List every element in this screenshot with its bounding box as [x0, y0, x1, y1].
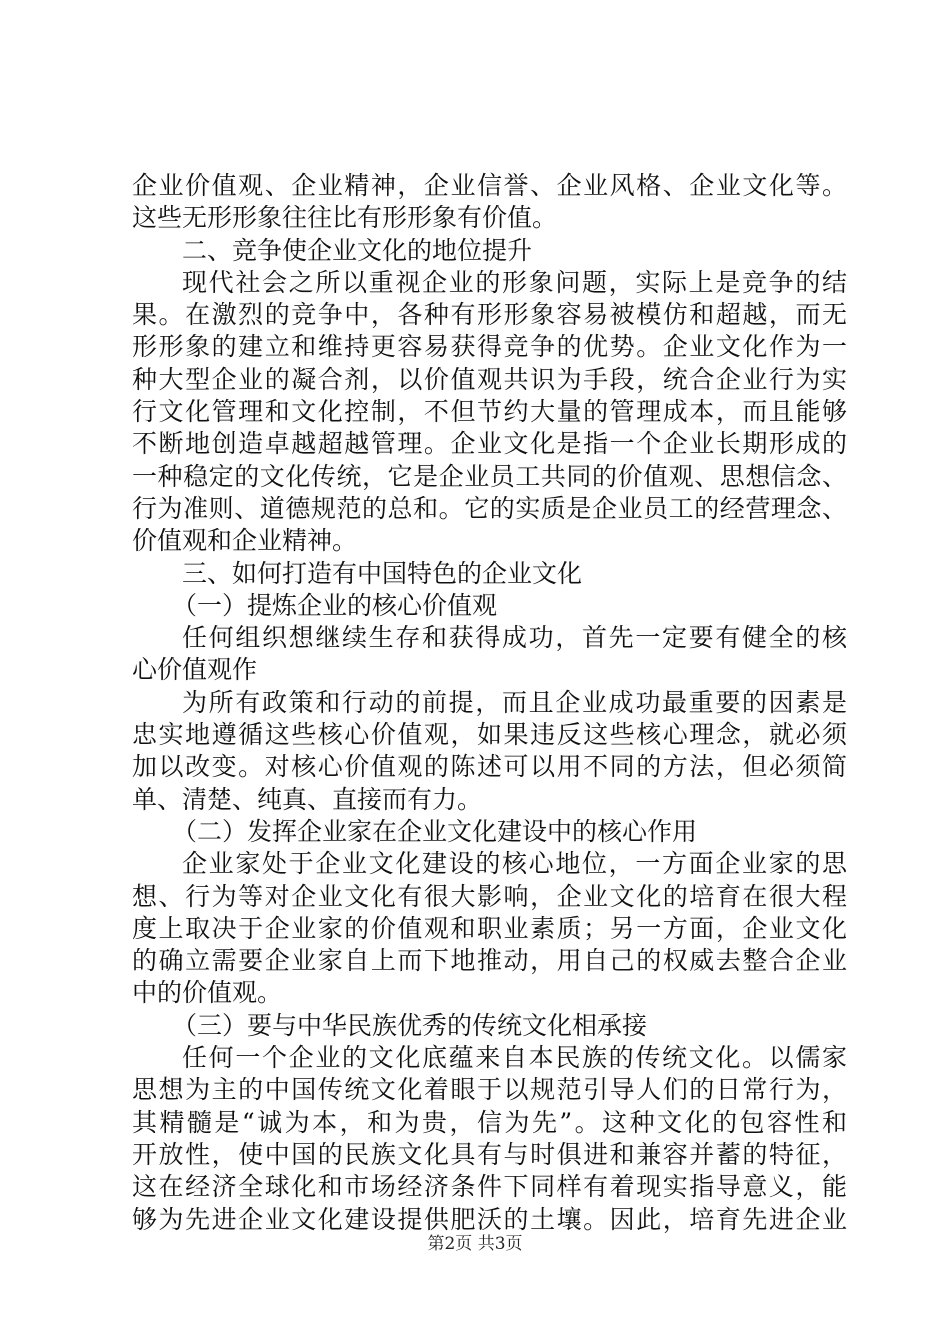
- text-line: （二）发挥企业家在企业文化建设中的核心作用: [172, 816, 698, 846]
- text-line: 开放性，使中国的民族文化具有与时俱进和兼容并蓄的特征，: [132, 1139, 847, 1169]
- text-line: 任何一个企业的文化底蕴来自本民族的传统文化。以儒家: [182, 1043, 847, 1073]
- text-line: 单、清楚、纯真、直接而有力。: [132, 784, 483, 814]
- text-line: 这在经济全球化和市场经济条件下同样有着现实指导意义，能: [132, 1172, 847, 1202]
- text-line: 心价值观作: [132, 655, 258, 685]
- text-line: 加以改变。对核心价值观的陈述可以用不同的方法，但必须简: [132, 752, 847, 782]
- text-line: 行为准则、道德规范的总和。它的实质是企业员工的经营理念、: [132, 493, 847, 523]
- text-line: 形形象的建立和维持更容易获得竞争的优势。企业文化作为一: [132, 332, 847, 362]
- text-line: 果。在激烈的竞争中，各种有形形象容易被模仿和超越，而无: [132, 300, 847, 330]
- text-line: 行文化管理和文化控制，不但节约大量的管理成本，而且能够: [132, 397, 847, 427]
- text-line: 中的价值观。: [132, 978, 283, 1008]
- page-footer: 第2页 共3页: [427, 1234, 523, 1254]
- text-line: 种大型企业的凝合剂，以价值观共识为手段，统合企业行为实: [132, 364, 847, 394]
- text-line: 想、行为等对企业文化有很大影响，企业文化的培育在很大程: [132, 881, 847, 911]
- text-line: 现代社会之所以重视企业的形象问题，实际上是竞争的结: [182, 267, 847, 297]
- text-line: 忠实地遵循这些核心价值观，如果违反这些核心理念，就必须: [132, 720, 847, 750]
- text-line: 为所有政策和行动的前提，而且企业成功最重要的因素是: [182, 687, 847, 717]
- text-line: 思想为主的中国传统文化着眼于以规范引导人们的日常行为，: [132, 1075, 847, 1105]
- text-line: 不断地创造卓越超越管理。企业文化是指一个企业长期形成的: [132, 429, 847, 459]
- text-line: 企业价值观、企业精神，企业信誉、企业风格、企业文化等。: [132, 171, 847, 200]
- text-line: 任何组织想继续生存和获得成功，首先一定要有健全的核: [182, 623, 847, 653]
- text-line: 二、竞争使企业文化的地位提升: [182, 235, 533, 265]
- text-line: 三、如何打造有中国特色的企业文化: [182, 558, 583, 588]
- text-line: 这些无形形象往往比有形形象有价值。: [132, 203, 558, 233]
- text-line: 价值观和企业精神。: [132, 526, 358, 556]
- text-line: 够为先进企业文化建设提供肥沃的土壤。因此，培育先进企业: [132, 1204, 847, 1234]
- document-body: [132, 170, 847, 1236]
- text-line: （一）提炼企业的核心价值观: [172, 590, 498, 620]
- text-line: 一种稳定的文化传统，它是企业员工共同的价值观、思想信念、: [132, 461, 847, 491]
- text-line: 的确立需要企业家自上而下地推动，用自己的权威去整合企业: [132, 946, 847, 976]
- text-line: （三）要与中华民族优秀的传统文化相承接: [172, 1010, 648, 1040]
- text-line: 其精髓是“诚为本，和为贵，信为先”。这种文化的包容性和: [132, 1107, 847, 1137]
- text-line: 企业家处于企业文化建设的核心地位，一方面企业家的思: [182, 849, 847, 879]
- text-line: 度上取决于企业家的价值观和职业素质；另一方面，企业文化: [132, 913, 847, 943]
